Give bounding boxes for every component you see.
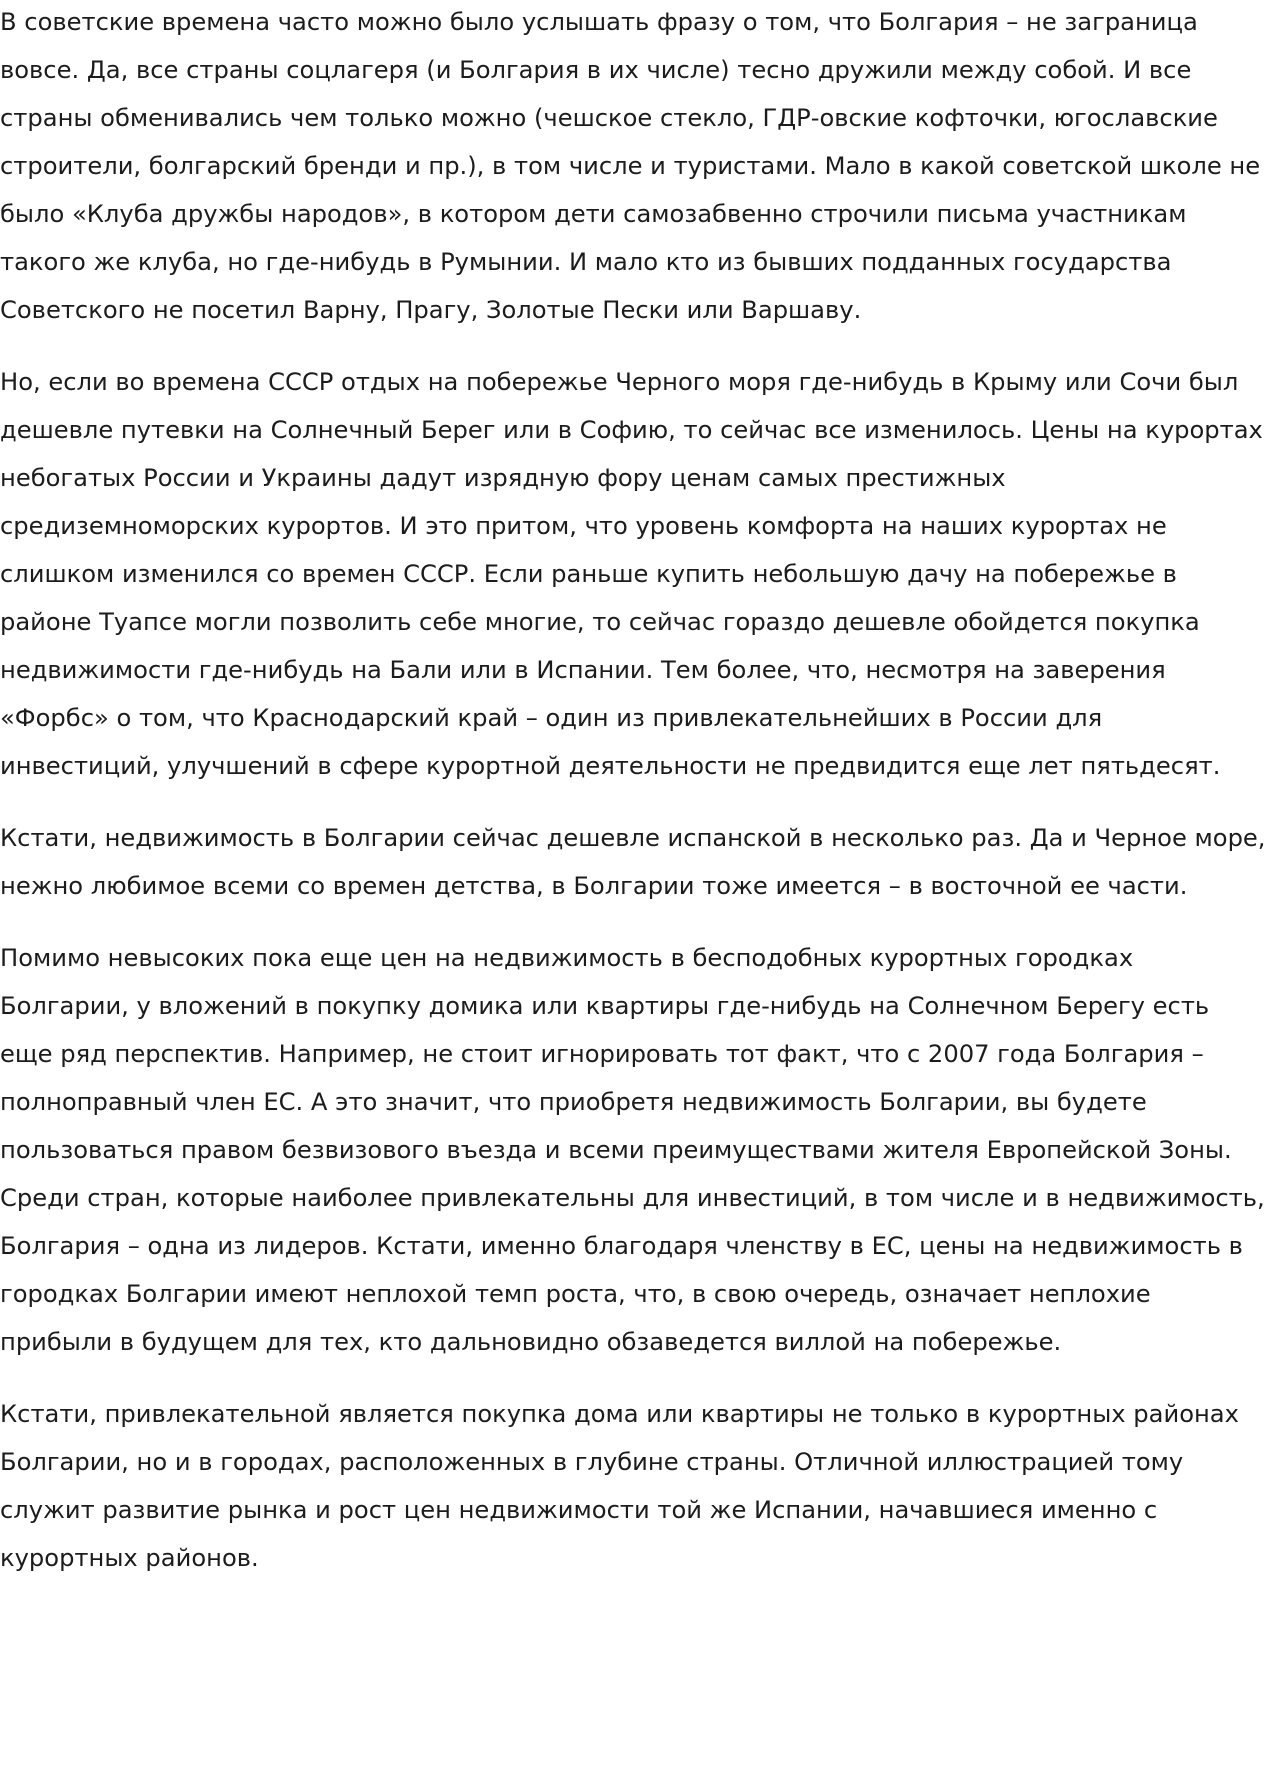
paragraph-3: Кстати, недвижимость в Болгарии сейчас дешевле испанской в несколько раз. Да и Черное море, нежно любимое всеми со времен детства, в Болгарии тоже имеется – в восточной ее части.: [0, 824, 1266, 900]
paragraph-5: Кстати, привлекательной является покупка дома или квартиры не только в курортных районах Болгарии, но и в городах, расположенных в глубине страны. Отличной иллюстрацией тому служит развитие рынка и рост цен недвижимости той же Испании, начавшиеся именно с курортных районов.: [0, 1400, 1239, 1572]
paragraph-1: В советские времена часто можно было услышать фразу о том, что Болгария – не заграница вовсе. Да, все страны соцлагеря (и Болгария в их числе) тесно дружили между собой. И все страны обменивались чем только можно (чешское стекло, ГДР-овские кофточки, югославские строители, болгарский бренди и пр.), в том числе и туристами. Мало в какой советской школе не было «Клуба дружбы народов», в котором дети самозабвенно строчили письма участникам такого же клуба, но где-нибудь в Румынии. И мало кто из бывших подданных государства Советского не посетил Варну, Прагу, Золотые Пески или Варшаву.: [0, 8, 1261, 324]
paragraph-2: Но, если во времена СССР отдых на побережье Черного моря где-нибудь в Крыму или Сочи был дешевле путевки на Солнечный Берег или в Софию, то сейчас все изменилось. Цены на курортах небогатых России и Украины дадут изрядную фору ценам самых престижных средиземноморских курортов. И это притом, что уровень комфорта на наших курортах не слишком изменился со времен СССР. Если раньше купить небольшую дачу на побережье в районе Туапсе могли позволить себе многие, то сейчас гораздо дешевле обойдется покупка недвижимости где-нибудь на Бали или в Испании. Тем более, что, несмотря на заверения «Форбс» о том, что Краснодарский край – один из привлекательнейших в России для инвестиций, улучшений в сфере курортной деятельности не предвидится еще лет пятьдесят.: [0, 368, 1263, 780]
paragraph-4: Помимо невысоких пока еще цен на недвижимость в бесподобных курортных городках Болгарии, у вложений в покупку домика или квартиры где-нибудь на Солнечном Берегу есть еще ряд перспектив. Например, не стоит игнорировать тот факт, что с 2007 года Болгария – полноправный член ЕС. А это значит, что приобретя недвижимость Болгарии, вы будете пользоваться правом безвизового въезда и всеми преимуществами жителя Европейской Зоны. Среди стран, которые наиболее привлекательны для инвестиций, в том числе и в недвижимость, Болгария – одна из лидеров. Кстати, именно благодаря членству в ЕС, цены на недвижимость в городках Болгарии имеют неплохой темп роста, что, в свою очередь, означает неплохие прибыли в будущем для тех, кто дальновидно обзаведется виллой на побережье.: [0, 944, 1265, 1356]
